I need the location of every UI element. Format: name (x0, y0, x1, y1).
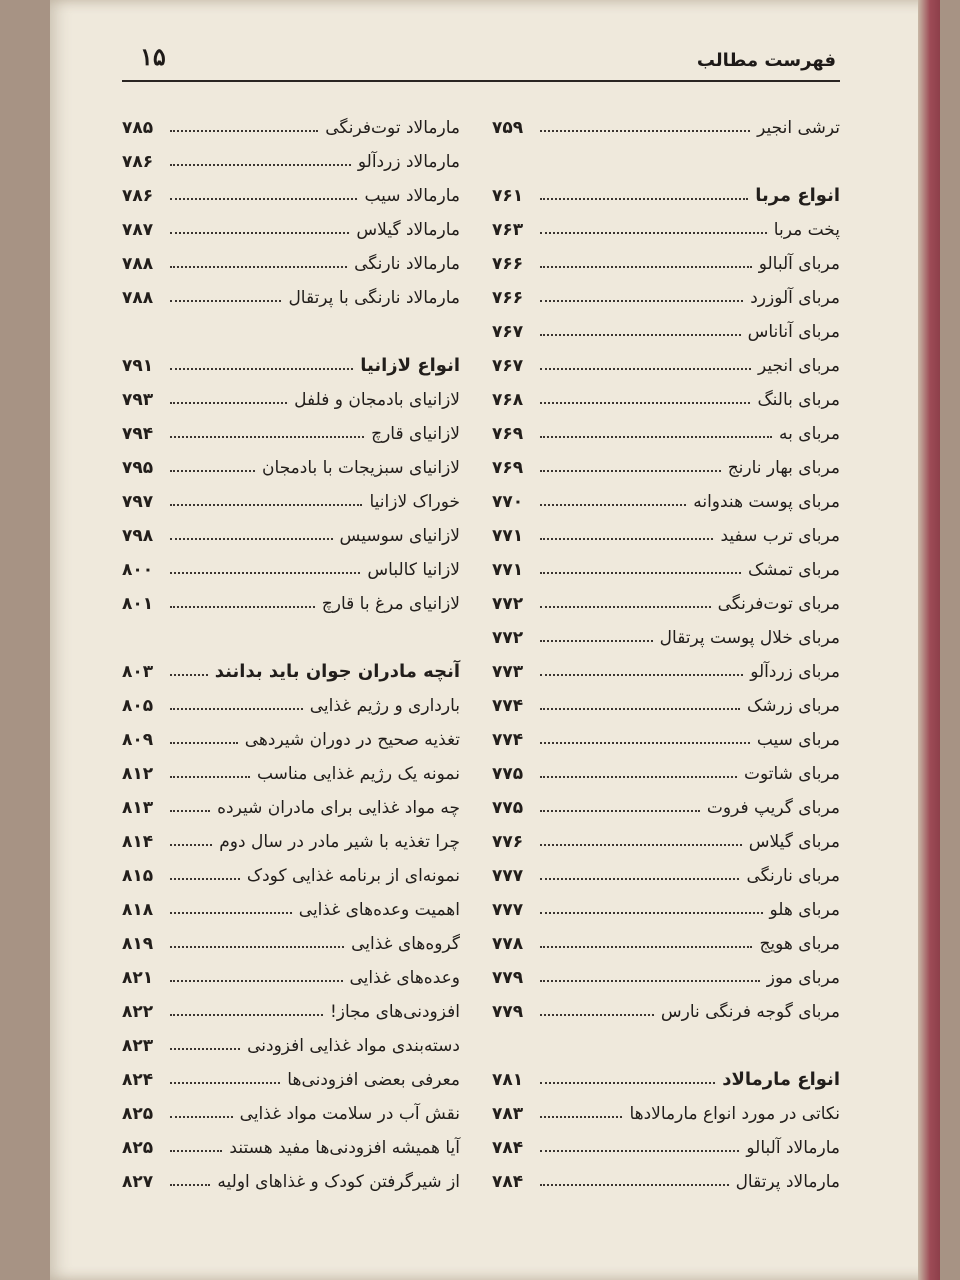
toc-entry (122, 206, 460, 240)
toc-entry-title: پخت مربا (773, 220, 840, 240)
toc-entry-page: ۷۷۵ (492, 764, 524, 784)
dot-leader (540, 1014, 654, 1016)
toc-entry-title: نمونه یک رژیم غذایی مناسب (256, 764, 460, 784)
toc-entry-page: ۸۰۳ (122, 662, 154, 682)
toc-entry-title: مربای گیلاس (748, 832, 840, 852)
toc-entry-title: مربای خلال پوست پرتقال (659, 628, 840, 648)
toc-entry (492, 546, 840, 580)
toc-entry-title: مربای نارنگی (746, 866, 840, 886)
toc-entry-page: ۷۷۱ (492, 526, 524, 546)
dot-leader (170, 402, 287, 404)
dot-leader (540, 402, 750, 404)
dot-leader (540, 810, 700, 812)
dot-leader (170, 300, 281, 302)
toc-entry-title: مربای گوجه فرنگی نارس (660, 1002, 840, 1022)
dot-leader (540, 368, 751, 370)
dot-leader (170, 606, 315, 608)
toc-entry-title: مربای بهار نارنج (727, 458, 840, 478)
dot-leader (540, 1150, 739, 1152)
dot-leader (170, 844, 212, 846)
toc-entry (122, 716, 460, 750)
toc-entry (122, 886, 460, 920)
toc-entry-page: ۸۱۵ (122, 866, 154, 886)
toc-section-heading (492, 1056, 840, 1090)
toc-entry-page: ۷۸۶ (122, 186, 154, 206)
dot-leader (540, 1082, 715, 1084)
toc-entry-page: ۷۸۳ (492, 1104, 524, 1124)
toc-entry-page: ۷۶۱ (492, 186, 524, 206)
toc-entry-title: دسته‌بندی مواد غذایی افزودنی (247, 1036, 460, 1056)
dot-leader (170, 1184, 210, 1186)
toc-entry-title: افزودنی‌های مجاز! (329, 1002, 460, 1022)
dot-leader (170, 742, 238, 744)
toc-spacer (122, 308, 460, 342)
toc-entry-title: از شیرگرفتن کودک و غذاهای اولیه (217, 1172, 460, 1192)
toc-entry-page: ۷۷۳ (492, 662, 524, 682)
toc-entry-page: ۸۲۱ (122, 968, 154, 988)
toc-entry-page: ۷۶۷ (492, 356, 524, 376)
toc-entry-title: مارمالاد نارنگی با پرتقال (288, 288, 460, 308)
toc-entry (492, 852, 840, 886)
toc-entry (122, 1090, 460, 1124)
toc-entry-page: ۷۸۷ (122, 220, 154, 240)
dot-leader (170, 266, 347, 268)
dot-leader (540, 946, 752, 948)
toc-entry-page: ۷۸۸ (122, 288, 154, 308)
toc-entry (122, 274, 460, 308)
toc-entry-title: مربای موز (766, 968, 840, 988)
dot-leader (540, 538, 713, 540)
toc-entry-title: مارمالاد توت‌فرنگی (325, 118, 460, 138)
dot-leader (170, 810, 210, 812)
toc-entry-title: مربای سیب (756, 730, 840, 750)
toc-entry (492, 206, 840, 240)
dot-leader (540, 436, 772, 438)
dot-leader (540, 776, 737, 778)
dot-leader (540, 470, 721, 472)
toc-entry-title: لازانیا کالباس (367, 560, 460, 580)
dot-leader (170, 1014, 323, 1016)
toc-entry (492, 1124, 840, 1158)
toc-entry (492, 648, 840, 682)
toc-entry (492, 716, 840, 750)
toc-entry (492, 240, 840, 274)
toc-entry (492, 342, 840, 376)
toc-entry-page: ۷۷۰ (492, 492, 524, 512)
toc-entry (122, 580, 460, 614)
dot-leader (540, 572, 741, 574)
toc-entry-title: مربای ترب سفید (720, 526, 840, 546)
toc-entry (492, 614, 840, 648)
toc-entry (492, 682, 840, 716)
toc-entry-page: ۷۷۸ (492, 934, 524, 954)
toc-section-heading (122, 342, 460, 376)
dot-leader (540, 504, 686, 506)
toc-entry-page: ۷۸۱ (492, 1070, 524, 1090)
toc-entry-title: نقش آب در سلامت مواد غذایی (239, 1104, 460, 1124)
toc-entry-title: لازانیای سوسیس (339, 526, 460, 546)
toc-entry-title: انواع مربا (755, 185, 840, 206)
toc-entry-page: ۷۸۴ (492, 1172, 524, 1192)
dot-leader (540, 640, 653, 642)
toc-entry-title: مربای تمشک (747, 560, 840, 580)
toc-entry-page: ۸۲۲ (122, 1002, 154, 1022)
toc-entry-title: مربای زرشک (747, 696, 840, 716)
dot-leader (170, 198, 357, 200)
toc-entry-title: اهمیت وعده‌های غذایی (298, 900, 460, 920)
toc-entry-page: ۸۱۹ (122, 934, 154, 954)
toc-entry (122, 512, 460, 546)
toc-entry-title: مربای انجیر (757, 356, 840, 376)
toc-entry-page: ۸۱۳ (122, 798, 154, 818)
toc-entry (122, 1158, 460, 1192)
toc-entry (122, 954, 460, 988)
toc-entry (492, 1090, 840, 1124)
toc-entry-page: ۸۰۰ (122, 560, 154, 580)
toc-entry (122, 376, 460, 410)
toc-entry-title: مربای هلو (769, 900, 840, 920)
toc-section-heading (122, 648, 460, 682)
toc-entry-title: مربای شاتوت (743, 764, 840, 784)
toc-entry (122, 444, 460, 478)
toc-spacer (492, 1022, 840, 1056)
toc-entry (122, 852, 460, 886)
toc-entry (492, 444, 840, 478)
toc-entry-title: وعده‌های غذایی (349, 968, 460, 988)
dot-leader (170, 946, 344, 948)
toc-entry-page: ۸۲۵ (122, 1138, 154, 1158)
toc-entry (492, 954, 840, 988)
dot-leader (540, 742, 750, 744)
dot-leader (540, 266, 752, 268)
dot-leader (170, 572, 360, 574)
dot-leader (540, 878, 739, 880)
toc-entry-page: ۸۲۴ (122, 1070, 154, 1090)
toc-entry (492, 410, 840, 444)
toc-section-heading (492, 172, 840, 206)
toc-entry-page: ۷۶۳ (492, 220, 524, 240)
toc-entry (492, 1158, 840, 1192)
toc-entry-page: ۸۲۳ (122, 1036, 154, 1056)
toc-entry-title: مارمالاد پرتقال (735, 1172, 840, 1192)
dot-leader (170, 1048, 240, 1050)
dot-leader (170, 776, 250, 778)
toc-entry-page: ۷۵۹ (492, 118, 524, 138)
toc-entry-title: آنچه مادران جوان باید بدانند (214, 661, 460, 682)
toc-entry-title: نکاتی در مورد انواع مارمالادها (629, 1104, 840, 1124)
toc-entry (492, 104, 840, 138)
toc-entry-page: ۸۲۷ (122, 1172, 154, 1192)
dot-leader (170, 470, 255, 472)
dot-leader (540, 912, 763, 914)
toc-entry-page: ۷۶۷ (492, 322, 524, 342)
toc-entry-page: ۷۸۵ (122, 118, 154, 138)
dot-leader (540, 232, 767, 234)
toc-entry-title: مارمالاد زردآلو (357, 152, 460, 172)
toc-entry-title: معرفی بعضی افزودنی‌ها (287, 1070, 460, 1090)
page-title: فهرست مطالب (696, 50, 836, 71)
page-edge (918, 0, 940, 1280)
toc-entry-title: مربای هویج (759, 934, 840, 954)
toc-entry (122, 920, 460, 954)
toc-entry-title: انواع مارمالاد (722, 1069, 840, 1090)
toc-entry-title: مارمالاد آلبالو (746, 1138, 840, 1158)
toc-entry (122, 240, 460, 274)
toc-entry (122, 784, 460, 818)
toc-spacer (122, 614, 460, 648)
toc-entry-title: مربای آلبالو (758, 254, 840, 274)
toc-entry (492, 580, 840, 614)
toc-entry-page: ۷۹۸ (122, 526, 154, 546)
toc-entry-page: ۷۹۳ (122, 390, 154, 410)
toc-entry-title: مربای گریپ فروت (706, 798, 840, 818)
toc-entry-title: خوراک لازانیا (369, 492, 460, 512)
dot-leader (170, 674, 208, 676)
dot-leader (170, 1116, 233, 1118)
dot-leader (540, 300, 743, 302)
toc-entry-title: مربای پوست هندوانه (693, 492, 840, 512)
toc-entry-page: ۷۷۲ (492, 594, 524, 614)
toc-entry (122, 1124, 460, 1158)
toc-entry (122, 546, 460, 580)
toc-entry-title: مربای توت‌فرنگی (717, 594, 840, 614)
dot-leader (540, 844, 742, 846)
toc-entry-title: بارداری و رژیم غذایی (309, 696, 460, 716)
toc-entry-title: چرا تغذیه با شیر مادر در سال دوم (219, 832, 460, 852)
toc-entry-page: ۷۷۵ (492, 798, 524, 818)
toc-entry (492, 988, 840, 1022)
toc-column-left (122, 104, 460, 1192)
toc-entry-page: ۸۰۵ (122, 696, 154, 716)
page-number: ۱۵ (140, 42, 166, 71)
dot-leader (170, 1150, 222, 1152)
toc-entry-page: ۷۷۷ (492, 900, 524, 920)
toc-entry-page: ۷۶۶ (492, 288, 524, 308)
dot-leader (170, 708, 303, 710)
dot-leader (170, 538, 333, 540)
toc-entry-title: آیا همیشه افزودنی‌ها مفید هستند (229, 1138, 460, 1158)
toc-entry (122, 1022, 460, 1056)
toc-entry (492, 274, 840, 308)
dot-leader (540, 130, 750, 132)
dot-leader (170, 912, 292, 914)
dot-leader (170, 368, 353, 370)
toc-entry-page: ۷۶۹ (492, 424, 524, 444)
toc-entry-page: ۸۱۴ (122, 832, 154, 852)
toc-entry-title: مربای آلوزرد (750, 288, 840, 308)
toc-entry (122, 410, 460, 444)
toc-entry (122, 818, 460, 852)
toc-entry-title: مربای آناناس (747, 322, 840, 342)
dot-leader (540, 606, 711, 608)
toc-entry-page: ۷۷۴ (492, 730, 524, 750)
toc-entry-page: ۷۸۸ (122, 254, 154, 274)
dot-leader (170, 232, 349, 234)
toc-entry-page: ۸۱۲ (122, 764, 154, 784)
toc-entry-page: ۷۹۴ (122, 424, 154, 444)
toc-entry (122, 172, 460, 206)
toc-entry-title: مارمالاد گیلاس (356, 220, 460, 240)
toc-entry-title: ترشی انجیر (757, 118, 840, 138)
toc-entry-title: چه مواد غذایی برای مادران شیرده (217, 798, 460, 818)
toc-column-right (492, 104, 840, 1192)
dot-leader (170, 164, 351, 166)
toc-entry-title: مارمالاد سیب (364, 186, 460, 206)
toc-entry-title: لازانیای بادمجان و فلفل (294, 390, 460, 410)
toc-entry-title: مربای به (779, 424, 840, 444)
toc-entry (122, 1056, 460, 1090)
dot-leader (170, 436, 364, 438)
toc-entry-page: ۸۰۱ (122, 594, 154, 614)
toc-entry-page: ۸۲۵ (122, 1104, 154, 1124)
toc-entry-title: انواع لازانیا (360, 355, 460, 376)
toc-entry-page: ۷۹۱ (122, 356, 154, 376)
toc-entry (492, 376, 840, 410)
toc-entry-page: ۷۶۹ (492, 458, 524, 478)
toc-entry-page: ۷۷۷ (492, 866, 524, 886)
toc-entry (492, 478, 840, 512)
toc-entry (122, 104, 460, 138)
dot-leader (170, 980, 343, 982)
dot-leader (540, 334, 741, 336)
toc-entry-title: لازانیای مرغ با قارچ (321, 594, 460, 614)
toc-entry-page: ۷۷۴ (492, 696, 524, 716)
dot-leader (540, 1116, 622, 1118)
toc-entry (122, 682, 460, 716)
toc-entry-title: تغذیه صحیح در دوران شیردهی (244, 730, 460, 750)
toc-entry-page: ۷۹۵ (122, 458, 154, 478)
toc-entry (122, 750, 460, 784)
toc-entry (122, 478, 460, 512)
toc-entry-page: ۷۹۷ (122, 492, 154, 512)
toc-entry (492, 784, 840, 818)
toc-entry (492, 308, 840, 342)
toc-entry-title: مربای زردآلو (750, 662, 840, 682)
toc-entry-page: ۷۷۱ (492, 560, 524, 580)
toc-entry-title: گروه‌های غذایی (351, 934, 460, 954)
toc-entry (122, 138, 460, 172)
toc-entry-title: مارمالاد نارنگی (354, 254, 460, 274)
toc-entry-title: نمونه‌ای از برنامه غذایی کودک (246, 866, 460, 886)
toc-entry-title: لازانیای قارچ (371, 424, 460, 444)
toc-entry (492, 750, 840, 784)
dot-leader (170, 878, 240, 880)
toc-entry (492, 818, 840, 852)
toc-entry-page: ۷۷۲ (492, 628, 524, 648)
toc-entry-page: ۸۰۹ (122, 730, 154, 750)
dot-leader (540, 1184, 729, 1186)
toc-entry-page: ۷۸۶ (122, 152, 154, 172)
page-header (122, 36, 840, 82)
dot-leader (170, 504, 362, 506)
toc-entry-page: ۷۶۶ (492, 254, 524, 274)
dot-leader (170, 130, 318, 132)
dot-leader (170, 1082, 280, 1084)
toc-entry (492, 512, 840, 546)
dot-leader (540, 198, 748, 200)
toc-entry-page: ۷۷۹ (492, 1002, 524, 1022)
toc-entry-title: مربای بالنگ (757, 390, 840, 410)
toc-spacer (492, 138, 840, 172)
toc-entry-page: ۷۷۹ (492, 968, 524, 988)
toc-entry-page: ۷۸۴ (492, 1138, 524, 1158)
toc-entry (122, 988, 460, 1022)
dot-leader (540, 674, 743, 676)
toc-entry-page: ۷۶۸ (492, 390, 524, 410)
toc-entry-page: ۷۷۶ (492, 832, 524, 852)
toc-entry-title: لازانیای سبزیجات با بادمجان (262, 458, 460, 478)
dot-leader (540, 708, 740, 710)
toc-entry (492, 886, 840, 920)
dot-leader (540, 980, 760, 982)
toc-entry-page: ۸۱۸ (122, 900, 154, 920)
toc-entry (492, 920, 840, 954)
